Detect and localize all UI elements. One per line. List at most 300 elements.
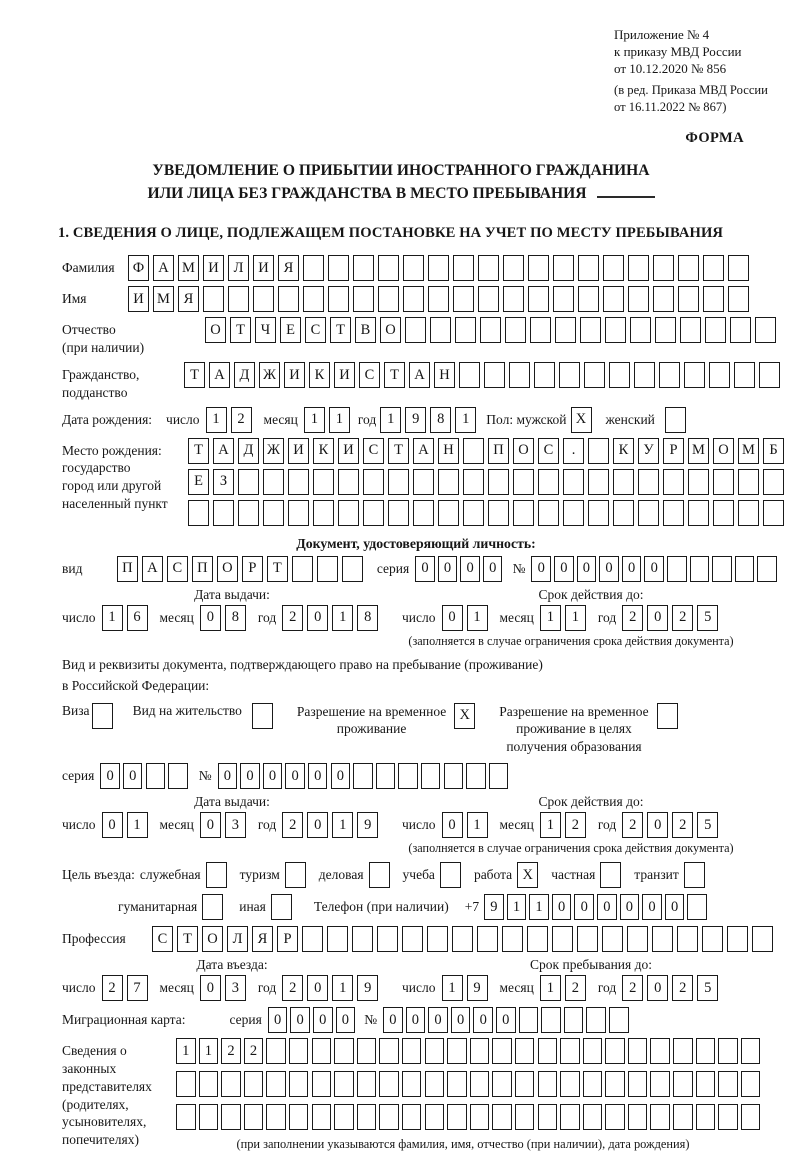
char-cell[interactable] <box>357 1071 377 1097</box>
char-cell[interactable]: 0 <box>200 812 221 838</box>
char-cell[interactable]: 0 <box>438 556 458 582</box>
char-cell[interactable] <box>741 1104 761 1130</box>
char-cell[interactable]: Е <box>188 469 209 495</box>
char-cell[interactable] <box>317 556 338 582</box>
char-cell[interactable] <box>168 763 188 789</box>
char-cell[interactable] <box>288 469 309 495</box>
char-cell[interactable]: Я <box>278 255 299 281</box>
char-cell[interactable]: 0 <box>577 556 597 582</box>
checkbox-cell[interactable] <box>252 703 273 729</box>
char-cell[interactable] <box>519 1007 539 1033</box>
checkbox-cell[interactable] <box>206 862 227 888</box>
char-cell[interactable] <box>534 362 555 388</box>
char-cell[interactable] <box>652 926 673 952</box>
char-cell[interactable] <box>638 500 659 526</box>
char-cell[interactable]: 0 <box>647 605 668 631</box>
char-cell[interactable] <box>438 469 459 495</box>
char-cell[interactable] <box>378 286 399 312</box>
char-cell[interactable] <box>513 500 534 526</box>
char-cell[interactable] <box>687 894 707 920</box>
char-cell[interactable] <box>377 926 398 952</box>
char-cell[interactable]: А <box>142 556 163 582</box>
char-cell[interactable] <box>428 255 449 281</box>
char-cell[interactable]: 0 <box>620 894 640 920</box>
char-cell[interactable]: М <box>738 438 759 464</box>
char-cell[interactable] <box>680 317 701 343</box>
char-cell[interactable] <box>527 926 548 952</box>
char-cell[interactable]: 0 <box>483 556 503 582</box>
char-cell[interactable] <box>588 500 609 526</box>
char-cell[interactable] <box>538 1104 558 1130</box>
char-cell[interactable]: 0 <box>331 763 351 789</box>
char-cell[interactable] <box>602 926 623 952</box>
char-cell[interactable]: 2 <box>102 975 123 1001</box>
char-cell[interactable] <box>402 1038 422 1064</box>
char-cell[interactable]: 1 <box>529 894 549 920</box>
char-cell[interactable] <box>690 556 710 582</box>
char-cell[interactable] <box>266 1071 286 1097</box>
char-cell[interactable]: Т <box>330 317 351 343</box>
char-cell[interactable] <box>221 1104 241 1130</box>
char-cell[interactable]: 0 <box>290 1007 310 1033</box>
char-cell[interactable]: 1 <box>332 812 353 838</box>
char-cell[interactable] <box>696 1071 716 1097</box>
char-cell[interactable]: . <box>563 438 584 464</box>
char-cell[interactable]: С <box>152 926 173 952</box>
char-cell[interactable] <box>463 469 484 495</box>
char-cell[interactable]: 8 <box>357 605 378 631</box>
char-cell[interactable] <box>263 500 284 526</box>
char-cell[interactable]: А <box>409 362 430 388</box>
char-cell[interactable] <box>528 255 549 281</box>
char-cell[interactable] <box>730 317 751 343</box>
char-cell[interactable] <box>379 1038 399 1064</box>
char-cell[interactable]: М <box>153 286 174 312</box>
char-cell[interactable] <box>696 1104 716 1130</box>
char-cell[interactable] <box>673 1104 693 1130</box>
char-cell[interactable]: Е <box>280 317 301 343</box>
char-cell[interactable] <box>463 500 484 526</box>
char-cell[interactable] <box>655 317 676 343</box>
char-cell[interactable] <box>353 255 374 281</box>
char-cell[interactable] <box>638 469 659 495</box>
char-cell[interactable]: 9 <box>484 894 504 920</box>
char-cell[interactable] <box>696 1038 716 1064</box>
char-cell[interactable]: 1 <box>540 812 561 838</box>
char-cell[interactable] <box>703 286 724 312</box>
char-cell[interactable] <box>613 469 634 495</box>
char-cell[interactable] <box>560 1038 580 1064</box>
char-cell[interactable] <box>188 500 209 526</box>
char-cell[interactable]: М <box>688 438 709 464</box>
char-cell[interactable]: И <box>128 286 149 312</box>
char-cell[interactable]: Н <box>438 438 459 464</box>
char-cell[interactable] <box>302 926 323 952</box>
char-cell[interactable] <box>559 362 580 388</box>
char-cell[interactable] <box>503 286 524 312</box>
char-cell[interactable]: 0 <box>597 894 617 920</box>
char-cell[interactable]: Я <box>178 286 199 312</box>
char-cell[interactable] <box>752 926 773 952</box>
char-cell[interactable] <box>398 763 418 789</box>
char-cell[interactable]: 0 <box>100 763 120 789</box>
char-cell[interactable] <box>453 255 474 281</box>
char-cell[interactable]: 9 <box>467 975 488 1001</box>
char-cell[interactable]: 0 <box>406 1007 426 1033</box>
char-cell[interactable]: 3 <box>225 812 246 838</box>
char-cell[interactable] <box>630 317 651 343</box>
char-cell[interactable] <box>312 1071 332 1097</box>
char-cell[interactable] <box>628 1071 648 1097</box>
char-cell[interactable] <box>292 556 313 582</box>
char-cell[interactable]: П <box>192 556 213 582</box>
char-cell[interactable]: 0 <box>123 763 143 789</box>
char-cell[interactable] <box>428 286 449 312</box>
char-cell[interactable]: С <box>538 438 559 464</box>
char-cell[interactable] <box>488 500 509 526</box>
char-cell[interactable]: 0 <box>496 1007 516 1033</box>
char-cell[interactable] <box>334 1038 354 1064</box>
char-cell[interactable] <box>703 255 724 281</box>
char-cell[interactable] <box>605 1038 625 1064</box>
char-cell[interactable]: 2 <box>622 812 643 838</box>
char-cell[interactable]: 0 <box>263 763 283 789</box>
char-cell[interactable] <box>553 255 574 281</box>
char-cell[interactable] <box>515 1071 535 1097</box>
char-cell[interactable] <box>425 1071 445 1097</box>
char-cell[interactable]: 2 <box>672 605 693 631</box>
char-cell[interactable]: Л <box>228 255 249 281</box>
char-cell[interactable] <box>553 286 574 312</box>
char-cell[interactable] <box>444 763 464 789</box>
char-cell[interactable]: 0 <box>313 1007 333 1033</box>
char-cell[interactable]: 1 <box>102 605 123 631</box>
checkbox-cell[interactable] <box>285 862 306 888</box>
char-cell[interactable]: Т <box>384 362 405 388</box>
char-cell[interactable] <box>734 362 755 388</box>
char-cell[interactable]: 1 <box>304 407 325 433</box>
char-cell[interactable] <box>563 500 584 526</box>
char-cell[interactable] <box>342 556 363 582</box>
char-cell[interactable]: И <box>284 362 305 388</box>
char-cell[interactable]: 2 <box>231 407 252 433</box>
char-cell[interactable] <box>363 469 384 495</box>
checkbox-cell[interactable] <box>271 894 292 920</box>
char-cell[interactable] <box>478 286 499 312</box>
char-cell[interactable] <box>176 1104 196 1130</box>
char-cell[interactable] <box>430 317 451 343</box>
char-cell[interactable] <box>363 500 384 526</box>
char-cell[interactable] <box>353 763 373 789</box>
char-cell[interactable] <box>605 1104 625 1130</box>
char-cell[interactable] <box>492 1038 512 1064</box>
char-cell[interactable]: 9 <box>405 407 426 433</box>
char-cell[interactable]: М <box>178 255 199 281</box>
char-cell[interactable]: А <box>213 438 234 464</box>
char-cell[interactable] <box>677 926 698 952</box>
char-cell[interactable] <box>741 1071 761 1097</box>
char-cell[interactable] <box>488 469 509 495</box>
char-cell[interactable]: 2 <box>244 1038 264 1064</box>
char-cell[interactable] <box>266 1038 286 1064</box>
char-cell[interactable] <box>455 317 476 343</box>
char-cell[interactable] <box>379 1071 399 1097</box>
char-cell[interactable] <box>176 1071 196 1097</box>
char-cell[interactable]: 5 <box>697 975 718 1001</box>
char-cell[interactable] <box>470 1038 490 1064</box>
char-cell[interactable] <box>338 469 359 495</box>
char-cell[interactable] <box>588 438 609 464</box>
char-cell[interactable] <box>328 286 349 312</box>
char-cell[interactable]: К <box>313 438 334 464</box>
char-cell[interactable]: 5 <box>697 605 718 631</box>
char-cell[interactable] <box>688 500 709 526</box>
char-cell[interactable] <box>470 1104 490 1130</box>
char-cell[interactable]: П <box>117 556 138 582</box>
char-cell[interactable] <box>403 255 424 281</box>
char-cell[interactable]: 1 <box>380 407 401 433</box>
char-cell[interactable] <box>728 286 749 312</box>
checkbox-cell[interactable]: X <box>517 862 538 888</box>
char-cell[interactable]: С <box>305 317 326 343</box>
char-cell[interactable]: 0 <box>642 894 662 920</box>
char-cell[interactable] <box>538 500 559 526</box>
char-cell[interactable] <box>489 763 509 789</box>
char-cell[interactable] <box>583 1071 603 1097</box>
char-cell[interactable]: Т <box>230 317 251 343</box>
char-cell[interactable] <box>470 1071 490 1097</box>
char-cell[interactable] <box>289 1071 309 1097</box>
char-cell[interactable]: Ч <box>255 317 276 343</box>
char-cell[interactable] <box>741 1038 761 1064</box>
char-cell[interactable]: И <box>338 438 359 464</box>
char-cell[interactable] <box>403 286 424 312</box>
char-cell[interactable] <box>738 469 759 495</box>
char-cell[interactable] <box>492 1071 512 1097</box>
char-cell[interactable] <box>628 255 649 281</box>
char-cell[interactable]: 0 <box>415 556 435 582</box>
char-cell[interactable]: 9 <box>357 812 378 838</box>
char-cell[interactable]: И <box>334 362 355 388</box>
char-cell[interactable]: 2 <box>221 1038 241 1064</box>
char-cell[interactable]: 0 <box>574 894 594 920</box>
char-cell[interactable] <box>413 469 434 495</box>
char-cell[interactable] <box>199 1071 219 1097</box>
char-cell[interactable]: С <box>167 556 188 582</box>
char-cell[interactable] <box>447 1038 467 1064</box>
char-cell[interactable] <box>378 255 399 281</box>
checkbox-cell[interactable] <box>665 407 686 433</box>
char-cell[interactable]: И <box>203 255 224 281</box>
checkbox-cell[interactable]: X <box>571 407 592 433</box>
char-cell[interactable] <box>203 286 224 312</box>
char-cell[interactable]: 0 <box>442 605 463 631</box>
char-cell[interactable]: 1 <box>467 812 488 838</box>
char-cell[interactable]: 0 <box>644 556 664 582</box>
char-cell[interactable] <box>713 469 734 495</box>
char-cell[interactable] <box>505 317 526 343</box>
char-cell[interactable] <box>253 286 274 312</box>
char-cell[interactable] <box>438 500 459 526</box>
char-cell[interactable] <box>605 317 626 343</box>
char-cell[interactable] <box>727 926 748 952</box>
char-cell[interactable]: 0 <box>102 812 123 838</box>
char-cell[interactable] <box>564 1007 584 1033</box>
char-cell[interactable]: 0 <box>307 812 328 838</box>
char-cell[interactable]: 2 <box>622 605 643 631</box>
char-cell[interactable]: 1 <box>565 605 586 631</box>
char-cell[interactable]: 0 <box>647 975 668 1001</box>
char-cell[interactable] <box>312 1038 332 1064</box>
char-cell[interactable] <box>480 317 501 343</box>
char-cell[interactable] <box>634 362 655 388</box>
char-cell[interactable] <box>502 926 523 952</box>
char-cell[interactable] <box>609 1007 629 1033</box>
char-cell[interactable] <box>221 1071 241 1097</box>
char-cell[interactable]: П <box>488 438 509 464</box>
char-cell[interactable]: 0 <box>460 556 480 582</box>
checkbox-cell[interactable] <box>684 862 705 888</box>
char-cell[interactable] <box>289 1104 309 1130</box>
char-cell[interactable] <box>425 1038 445 1064</box>
char-cell[interactable] <box>513 469 534 495</box>
char-cell[interactable]: Т <box>388 438 409 464</box>
char-cell[interactable] <box>538 1038 558 1064</box>
char-cell[interactable] <box>735 556 755 582</box>
char-cell[interactable]: Ж <box>263 438 284 464</box>
char-cell[interactable] <box>327 926 348 952</box>
char-cell[interactable]: 1 <box>206 407 227 433</box>
checkbox-cell[interactable] <box>657 703 678 729</box>
char-cell[interactable]: 1 <box>176 1038 196 1064</box>
char-cell[interactable]: 0 <box>552 894 572 920</box>
char-cell[interactable] <box>555 317 576 343</box>
char-cell[interactable] <box>713 500 734 526</box>
char-cell[interactable]: У <box>638 438 659 464</box>
char-cell[interactable] <box>560 1071 580 1097</box>
char-cell[interactable]: 0 <box>554 556 574 582</box>
char-cell[interactable]: 0 <box>268 1007 288 1033</box>
char-cell[interactable] <box>421 763 441 789</box>
char-cell[interactable] <box>312 1104 332 1130</box>
char-cell[interactable]: 0 <box>665 894 685 920</box>
char-cell[interactable]: 0 <box>428 1007 448 1033</box>
char-cell[interactable]: А <box>413 438 434 464</box>
char-cell[interactable]: Д <box>238 438 259 464</box>
char-cell[interactable]: 1 <box>332 605 353 631</box>
char-cell[interactable] <box>405 317 426 343</box>
char-cell[interactable]: К <box>613 438 634 464</box>
char-cell[interactable]: Т <box>188 438 209 464</box>
char-cell[interactable] <box>303 286 324 312</box>
char-cell[interactable] <box>580 317 601 343</box>
char-cell[interactable]: 1 <box>199 1038 219 1064</box>
char-cell[interactable]: 2 <box>672 812 693 838</box>
char-cell[interactable] <box>763 500 784 526</box>
char-cell[interactable]: Б <box>763 438 784 464</box>
char-cell[interactable]: 0 <box>240 763 260 789</box>
char-cell[interactable] <box>653 255 674 281</box>
char-cell[interactable] <box>492 1104 512 1130</box>
char-cell[interactable]: Л <box>227 926 248 952</box>
char-cell[interactable] <box>278 286 299 312</box>
char-cell[interactable] <box>603 286 624 312</box>
char-cell[interactable]: О <box>202 926 223 952</box>
char-cell[interactable] <box>477 926 498 952</box>
char-cell[interactable] <box>402 1071 422 1097</box>
char-cell[interactable] <box>244 1104 264 1130</box>
char-cell[interactable] <box>718 1104 738 1130</box>
char-cell[interactable] <box>563 469 584 495</box>
char-cell[interactable] <box>530 317 551 343</box>
char-cell[interactable]: 2 <box>282 605 303 631</box>
char-cell[interactable]: 3 <box>225 975 246 1001</box>
char-cell[interactable] <box>578 255 599 281</box>
char-cell[interactable] <box>728 255 749 281</box>
char-cell[interactable]: 1 <box>507 894 527 920</box>
char-cell[interactable]: Р <box>242 556 263 582</box>
char-cell[interactable] <box>628 286 649 312</box>
char-cell[interactable] <box>586 1007 606 1033</box>
checkbox-cell[interactable]: X <box>454 703 475 729</box>
char-cell[interactable] <box>238 469 259 495</box>
char-cell[interactable]: 0 <box>473 1007 493 1033</box>
char-cell[interactable]: И <box>288 438 309 464</box>
char-cell[interactable] <box>463 438 484 464</box>
char-cell[interactable] <box>146 763 166 789</box>
char-cell[interactable] <box>228 286 249 312</box>
char-cell[interactable] <box>357 1038 377 1064</box>
char-cell[interactable]: 0 <box>285 763 305 789</box>
char-cell[interactable] <box>313 469 334 495</box>
char-cell[interactable] <box>538 469 559 495</box>
char-cell[interactable]: 0 <box>200 975 221 1001</box>
char-cell[interactable] <box>427 926 448 952</box>
char-cell[interactable] <box>425 1104 445 1130</box>
checkbox-cell[interactable] <box>202 894 223 920</box>
char-cell[interactable]: 0 <box>451 1007 471 1033</box>
char-cell[interactable]: 0 <box>200 605 221 631</box>
char-cell[interactable]: А <box>209 362 230 388</box>
checkbox-cell[interactable] <box>600 862 621 888</box>
char-cell[interactable] <box>712 556 732 582</box>
char-cell[interactable]: Н <box>434 362 455 388</box>
char-cell[interactable]: 8 <box>430 407 451 433</box>
char-cell[interactable]: 0 <box>218 763 238 789</box>
char-cell[interactable]: 8 <box>225 605 246 631</box>
char-cell[interactable] <box>583 1104 603 1130</box>
char-cell[interactable] <box>538 1071 558 1097</box>
char-cell[interactable] <box>352 926 373 952</box>
char-cell[interactable] <box>718 1071 738 1097</box>
char-cell[interactable] <box>244 1071 264 1097</box>
char-cell[interactable]: 2 <box>565 975 586 1001</box>
char-cell[interactable]: 2 <box>565 812 586 838</box>
char-cell[interactable]: Т <box>177 926 198 952</box>
char-cell[interactable] <box>673 1038 693 1064</box>
char-cell[interactable] <box>509 362 530 388</box>
char-cell[interactable] <box>705 317 726 343</box>
char-cell[interactable] <box>447 1104 467 1130</box>
char-cell[interactable] <box>328 255 349 281</box>
char-cell[interactable] <box>303 255 324 281</box>
char-cell[interactable]: 0 <box>307 975 328 1001</box>
char-cell[interactable] <box>718 1038 738 1064</box>
char-cell[interactable]: Ф <box>128 255 149 281</box>
char-cell[interactable] <box>213 500 234 526</box>
char-cell[interactable] <box>338 500 359 526</box>
char-cell[interactable] <box>478 255 499 281</box>
